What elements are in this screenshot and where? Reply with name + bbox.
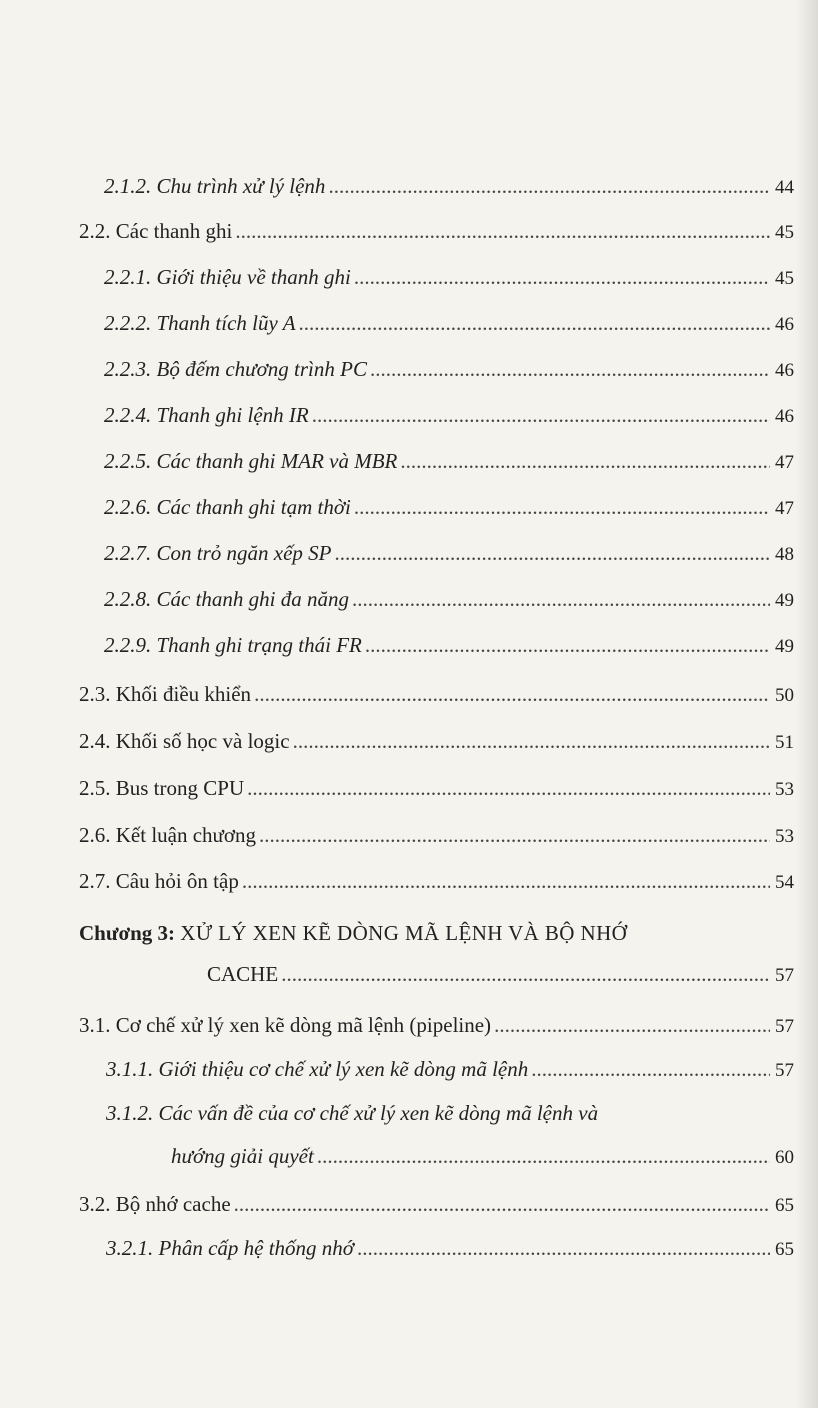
toc-page-number: 49 bbox=[775, 636, 794, 657]
toc-leader-dots bbox=[352, 586, 770, 612]
toc-entry-label: 2.3. Khối điều khiển bbox=[79, 682, 252, 706]
toc-page-number: 53 bbox=[775, 826, 794, 847]
toc-leader-dots bbox=[242, 868, 770, 894]
toc-entry-3-2-1[interactable] bbox=[106, 1235, 794, 1263]
toc-page-number: 50 bbox=[775, 685, 794, 706]
toc-page-number: 65 bbox=[775, 1195, 794, 1216]
toc-entry-2-4[interactable] bbox=[79, 728, 794, 756]
toc-leader-dots bbox=[354, 494, 770, 520]
toc-page-number: 47 bbox=[775, 498, 794, 519]
toc-page-number: 44 bbox=[775, 177, 794, 198]
toc-page-number: 60 bbox=[775, 1147, 794, 1168]
toc-leader-dots bbox=[299, 310, 770, 336]
toc-entry-chapter-3-cont[interactable] bbox=[207, 961, 794, 989]
toc-entry-label: 2.2.9. Thanh ghi trạng thái FR bbox=[104, 633, 362, 657]
toc-entry-label: 2.7. Câu hỏi ôn tập bbox=[79, 869, 239, 893]
toc-leader-dots bbox=[254, 681, 770, 707]
toc-page-number: 45 bbox=[775, 268, 794, 289]
toc-entry-label: 2.1.2. Chu trình xử lý lệnh bbox=[104, 174, 326, 198]
toc-leader-dots bbox=[317, 1143, 770, 1169]
toc-leader-dots bbox=[365, 632, 770, 658]
toc-page-number: 53 bbox=[775, 779, 794, 800]
toc-entry-2-2[interactable] bbox=[79, 218, 794, 246]
toc-leader-dots bbox=[259, 822, 770, 848]
toc-entry-2-3[interactable] bbox=[79, 681, 794, 709]
toc-page-number: 47 bbox=[775, 452, 794, 473]
toc-leader-dots bbox=[293, 728, 770, 754]
toc-entry-label: 2.2.4. Thanh ghi lệnh IR bbox=[104, 403, 309, 427]
toc-leader-dots bbox=[234, 1191, 770, 1217]
toc-entry-label: 2.2.1. Giới thiệu về thanh ghi bbox=[104, 265, 351, 289]
toc-entry-2-2-1[interactable] bbox=[104, 264, 794, 292]
toc-page-number: 45 bbox=[775, 222, 794, 243]
toc-entry-2-7[interactable] bbox=[79, 868, 794, 896]
toc-entry-label: 2.2.8. Các thanh ghi đa năng bbox=[104, 587, 349, 611]
toc-entry-3-1[interactable] bbox=[79, 1012, 794, 1040]
toc-leader-dots bbox=[494, 1012, 770, 1038]
toc-entry-2-2-5[interactable] bbox=[104, 448, 794, 476]
toc-entry-2-2-7[interactable] bbox=[104, 540, 794, 568]
toc-page-number: 46 bbox=[775, 314, 794, 335]
toc-leader-dots bbox=[334, 540, 770, 566]
toc-entry-2-2-4[interactable] bbox=[104, 402, 794, 430]
toc-entry-label: 2.2.2. Thanh tích lũy A bbox=[104, 311, 296, 335]
toc-leader-dots bbox=[400, 448, 770, 474]
toc-leader-dots bbox=[370, 356, 770, 382]
toc-leader-dots bbox=[281, 961, 770, 987]
toc-entry-label: 3.1. Cơ chế xử lý xen kẽ dòng mã lệnh (pipeline) bbox=[79, 1013, 492, 1037]
toc-page-number: 57 bbox=[775, 965, 794, 986]
toc-leader-dots bbox=[312, 402, 770, 428]
toc-leader-dots bbox=[357, 1235, 770, 1261]
chapter-title: XỬ LÝ XEN KẼ DÒNG MÃ LỆNH VÀ BỘ NHỚ bbox=[180, 921, 628, 945]
toc-entry-2-2-9[interactable] bbox=[104, 632, 794, 660]
toc-page-number: 48 bbox=[775, 544, 794, 565]
toc-page-number: 49 bbox=[775, 590, 794, 611]
toc-page-number: 46 bbox=[775, 360, 794, 381]
toc-entry-2-2-8[interactable] bbox=[104, 586, 794, 614]
toc-entry-label: 2.6. Kết luận chương bbox=[79, 823, 257, 847]
toc-entry-3-2[interactable] bbox=[79, 1191, 794, 1219]
toc-entry-label: hướng giải quyết bbox=[171, 1144, 314, 1168]
toc-entry-label: 2.2.3. Bộ đếm chương trình PC bbox=[104, 357, 367, 381]
toc-page-number: 57 bbox=[775, 1016, 794, 1037]
toc-entry-label: 2.2.5. Các thanh ghi MAR và MBR bbox=[104, 449, 398, 473]
toc-entry-label: 3.1.1. Giới thiệu cơ chế xử lý xen kẽ dòng mã lệnh bbox=[106, 1057, 529, 1081]
toc-entry-label: 2.5. Bus trong CPU bbox=[79, 776, 245, 800]
toc-leader-dots bbox=[235, 218, 770, 244]
toc-entry-label: 2.2.6. Các thanh ghi tạm thời bbox=[104, 495, 351, 519]
chapter-3-heading[interactable] bbox=[79, 919, 627, 947]
toc-page-number: 65 bbox=[775, 1239, 794, 1260]
toc-entry-3-1-1[interactable] bbox=[106, 1056, 794, 1084]
page-edge-shadow bbox=[796, 0, 818, 1408]
toc-entry-2-2-3[interactable] bbox=[104, 356, 794, 384]
toc-entry-label: 2.4. Khối số học và logic bbox=[79, 729, 290, 753]
toc-entry-2-5[interactable] bbox=[79, 775, 794, 803]
toc-entry-label: 3.2. Bộ nhớ cache bbox=[79, 1192, 231, 1216]
toc-entry-label: 2.2.7. Con trỏ ngăn xếp SP bbox=[104, 541, 332, 565]
toc-entry-2-2-2[interactable] bbox=[104, 310, 794, 338]
toc-entry-3-1-2[interactable] bbox=[106, 1100, 598, 1126]
toc-entry-2-2-6[interactable] bbox=[104, 494, 794, 522]
toc-page-number: 46 bbox=[775, 406, 794, 427]
toc-entry-label: 2.2. Các thanh ghi bbox=[79, 219, 233, 243]
toc-leader-dots bbox=[531, 1056, 770, 1082]
toc-entry-label: 3.1.2. Các vấn đề của cơ chế xử lý xen kẽ dòng mã lệnh và bbox=[106, 1101, 599, 1125]
toc-page-number: 51 bbox=[775, 732, 794, 753]
toc-entry-label: CACHE bbox=[207, 962, 279, 986]
toc-entry-2-6[interactable] bbox=[79, 822, 794, 850]
toc-leader-dots bbox=[247, 775, 770, 801]
chapter-prefix: Chương 3: bbox=[79, 921, 175, 945]
toc-entry-label: 3.2.1. Phân cấp hệ thống nhớ bbox=[106, 1236, 355, 1260]
toc-entry-3-1-2-cont[interactable] bbox=[171, 1143, 794, 1171]
toc-page-number: 57 bbox=[775, 1060, 794, 1081]
toc-leader-dots bbox=[328, 173, 770, 199]
toc-leader-dots bbox=[354, 264, 770, 290]
toc-page-number: 54 bbox=[775, 872, 794, 893]
toc-entry-2-1-2[interactable] bbox=[104, 173, 794, 201]
